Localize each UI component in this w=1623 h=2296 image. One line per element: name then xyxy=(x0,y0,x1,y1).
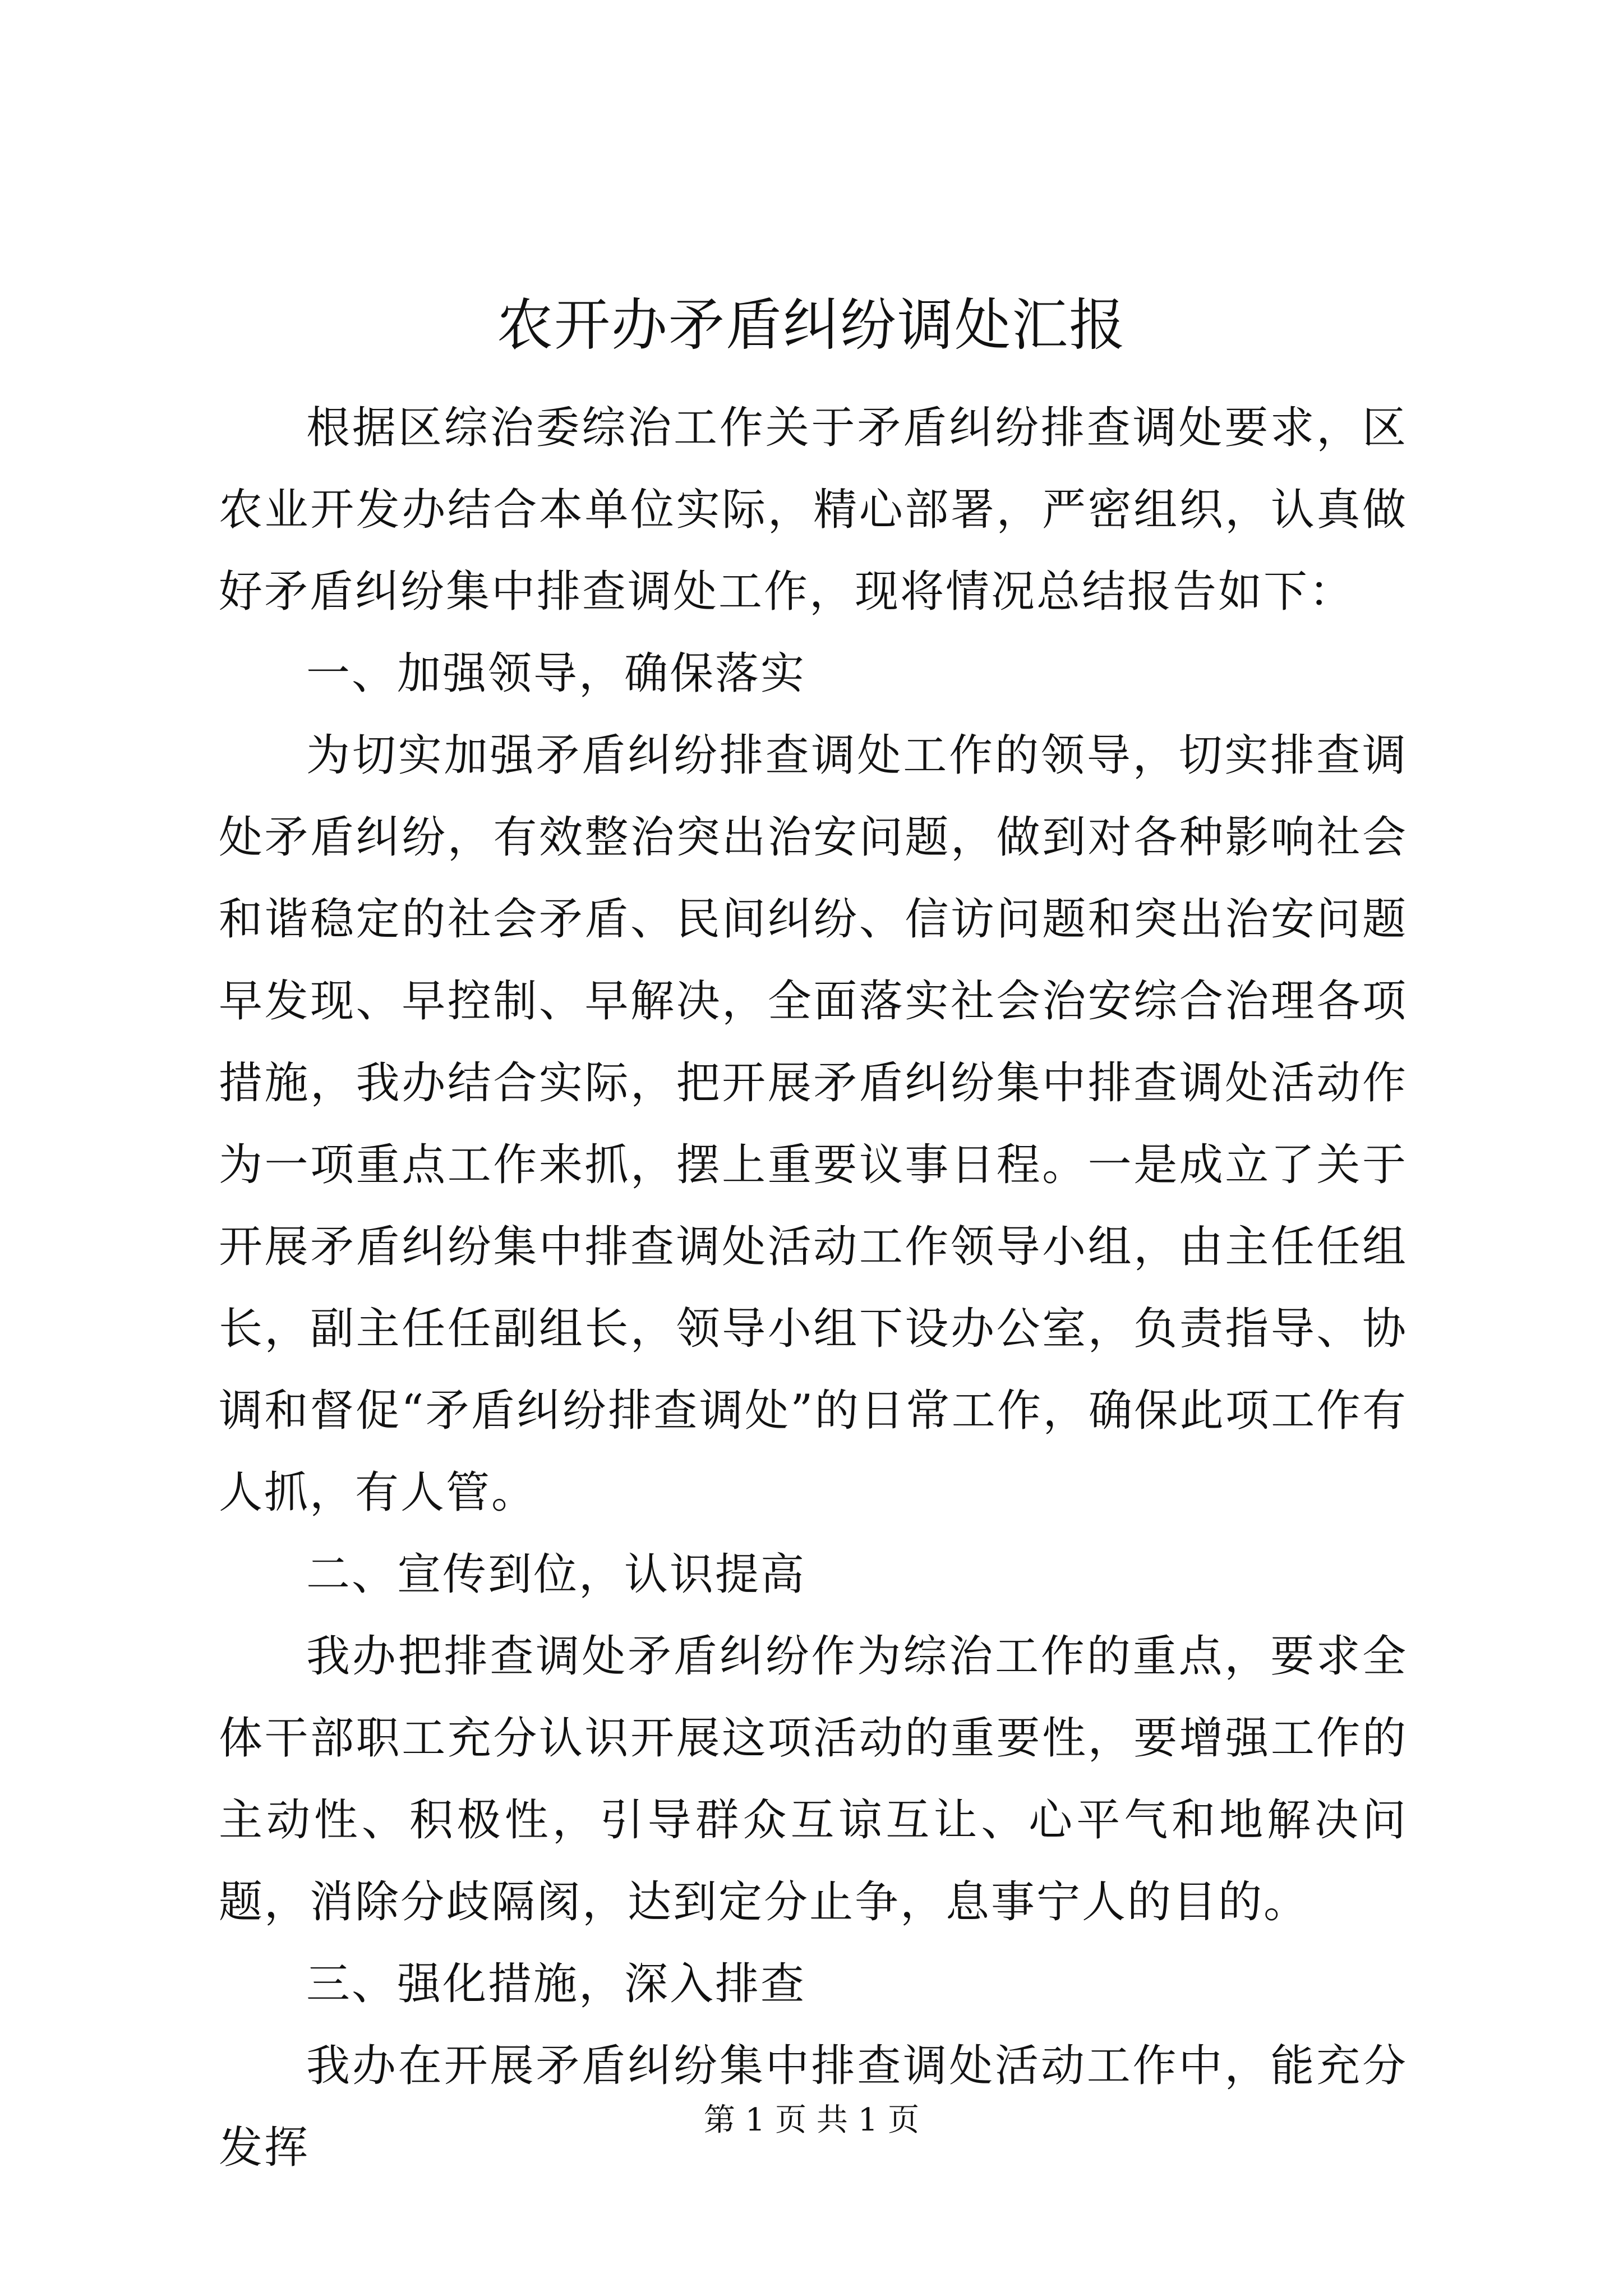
section-3-paragraph: 我办在开展矛盾纠纷集中排查调处活动工作中，能充分发挥 xyxy=(219,2041,1408,2173)
page-footer: 第 1 页 共 1 页 xyxy=(703,2102,920,2138)
section-1-paragraph: 为切实加强矛盾纠纷排查调处工作的领导，切实排查调处矛盾纠纷，有效整治突出治安问题，做到对各种影响社会和谐稳定的社会矛盾、民间纠纷、信访问题和突出治安问题早发现、早控制、早解决，全面落实社会治安综合治理各项措施，我办结合实际，把开展矛盾纠纷集中排查调处活动作为一项重点工作来抓，摆上重要议事日程。一是成立了关于开展矛盾纠纷集中排查调处活动工作领导小组，由主任任组长，副主任任副组长，领导小组下设办公室，负责指导、协调和督促“矛盾纠纷排查调处”的日常工作，确保此项工作有人抓，有人管。 xyxy=(219,730,1408,1518)
document-title: 农开办矛盾纠纷调处汇报 xyxy=(497,292,1126,358)
intro-paragraph: 根据区综治委综治工作关于矛盾纠纷排查调处要求，区农业开发办结合本单位实际，精心部署，严密组织，认真做好矛盾纠纷集中排查调处工作，现将情况总结报告如下： xyxy=(219,403,1408,617)
section-2-paragraph: 我办把排查调处矛盾纠纷作为综治工作的重点，要求全体干部职工充分认识开展这项活动的重要性，要增强工作的主动性、积极性，引导群众互谅互让、心平气和地解决问题，消除分歧隔阂，达到定分止争，息事宁人的目的。 xyxy=(219,1631,1408,1927)
section-heading-2: 二、宣传到位，认识提高 xyxy=(306,1549,806,1600)
section-heading-1: 一、加强领导，确保落实 xyxy=(306,648,806,699)
section-heading-3: 三、强化措施，深入排查 xyxy=(306,1959,806,2009)
document-body xyxy=(219,387,1408,2189)
